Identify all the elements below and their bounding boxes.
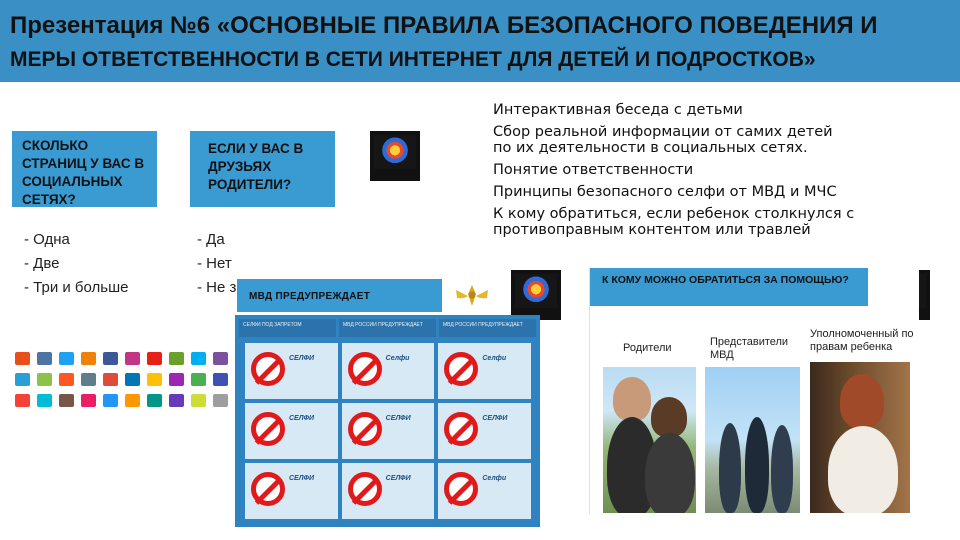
social-networks-panel: [15, 347, 240, 419]
poster-cells: [245, 343, 531, 519]
prohibition-sign-icon: [251, 412, 285, 446]
poster-header: СЕЛФИ ПОД ЗАПРЕТОМ: [239, 319, 336, 337]
prohibition-sign-icon: [251, 352, 285, 386]
poster-cell: [245, 463, 338, 519]
police-label: Представители МВД: [710, 336, 789, 361]
poster-cell: [245, 403, 338, 459]
poster-cell-label: Селфи: [482, 355, 507, 362]
social-network-icon: [59, 373, 74, 386]
bullet-item: [493, 183, 923, 201]
parents-photo: [603, 367, 696, 513]
poster-cell: [342, 403, 435, 459]
answer-item: - Не з: [197, 279, 237, 296]
social-network-icon: [147, 394, 162, 407]
social-network-icon: [103, 352, 118, 365]
prohibition-sign-icon: [444, 352, 478, 386]
parents-label: Родители: [623, 342, 672, 354]
social-network-icon: [59, 352, 74, 365]
ombudsman-photo: [810, 362, 910, 513]
poster-cell: [438, 343, 531, 399]
poster-header: МВД РОССИИ ПРЕДУПРЕЖДАЕТ: [439, 319, 536, 337]
answer-item: - Да: [197, 231, 225, 248]
bullet-item: [493, 161, 923, 179]
social-icons-grid: [15, 352, 240, 411]
social-network-icon: [191, 373, 206, 386]
social-network-icon: [81, 352, 96, 365]
poster-cell-label: Селфи: [385, 355, 410, 362]
mvd-banner: МВД ПРЕДУПРЕЖДАЕТ: [237, 279, 442, 312]
cyber-thumbnail-image: [370, 131, 420, 181]
mvd-selfie-warning-poster: [235, 315, 540, 527]
social-network-icon: [213, 373, 228, 386]
answer-item: - Нет: [197, 255, 232, 272]
slide-title-line1: Презентация №6 «ОСНОВНЫЕ ПРАВИЛА БЕЗОПАСНОГО ПОВЕДЕНИЯ И: [10, 12, 878, 39]
poster-header-row: [239, 319, 536, 337]
poster-cell-label: СЕЛФИ: [289, 355, 315, 362]
bullet-text: Сбор реальной информации от самих детей: [493, 124, 833, 140]
bullet-text-cont: противоправным контентом или травлей: [493, 222, 811, 238]
social-network-icon: [125, 352, 140, 365]
cyber-thumbnail-image: [511, 270, 561, 320]
question-parents-box: ЕСЛИ У ВАС В ДРУЗЬЯХ РОДИТЕЛИ?: [190, 131, 335, 207]
police-emblem-icon: [454, 282, 490, 310]
prohibition-sign-icon: [444, 472, 478, 506]
prohibition-sign-icon: [348, 352, 382, 386]
social-network-icon: [15, 394, 30, 407]
social-network-icon: [103, 373, 118, 386]
poster-cell-label: СЕЛФИ: [385, 475, 411, 482]
social-network-icon: [169, 373, 184, 386]
bullet-item: [493, 123, 923, 157]
bullet-item: [493, 101, 923, 119]
poster-cell-label: СЕЛФИ: [482, 415, 508, 422]
social-network-icon: [125, 373, 140, 386]
social-network-icon: [59, 394, 74, 407]
answer-item: - Две: [24, 255, 60, 272]
question-pages-box: СКОЛЬКО СТРАНИЦ У ВАС В СОЦИАЛЬНЫХ СЕТЯХ?: [12, 131, 157, 207]
prohibition-sign-icon: [444, 412, 478, 446]
social-network-icon: [81, 373, 96, 386]
social-network-icon: [37, 352, 52, 365]
bullet-item: [493, 205, 923, 239]
answer-item: - Одна: [24, 231, 70, 248]
poster-cell-label: СЕЛФИ: [385, 415, 411, 422]
prohibition-sign-icon: [348, 472, 382, 506]
social-network-icon: [37, 394, 52, 407]
social-network-icon: [191, 352, 206, 365]
bullet-text-cont: по их деятельности в социальных сетях.: [493, 140, 808, 156]
poster-cell-label: СЕЛФИ: [289, 415, 315, 422]
slide-title-line2: МЕРЫ ОТВЕТСТВЕННОСТИ В СЕТИ ИНТЕРНЕТ ДЛЯ ДЕТЕЙ И ПОДРОСТКОВ»: [10, 48, 816, 71]
social-network-icon: [103, 394, 118, 407]
poster-cell: [438, 403, 531, 459]
bullet-text: Принципы безопасного селфи от МВД и МЧС: [493, 184, 837, 200]
social-network-icon: [169, 352, 184, 365]
poster-cell: [245, 343, 338, 399]
social-network-icon: [147, 352, 162, 365]
poster-header: МВД РОССИИ ПРЕДУПРЕЖДАЕТ: [339, 319, 436, 337]
social-network-icon: [15, 373, 30, 386]
social-network-icon: [81, 394, 96, 407]
help-heading: К КОМУ МОЖНО ОБРАТИТЬСЯ ЗА ПОМОЩЬЮ?: [590, 268, 868, 306]
social-network-icon: [15, 352, 30, 365]
prohibition-sign-icon: [251, 472, 285, 506]
social-network-icon: [125, 394, 140, 407]
poster-cell: [342, 343, 435, 399]
poster-cell-label: СЕЛФИ: [289, 475, 315, 482]
social-network-icon: [191, 394, 206, 407]
answers-pages: [24, 228, 128, 300]
bullet-text: К кому обратиться, если ребенок столкнулся с: [493, 206, 855, 222]
social-network-icon: [169, 394, 184, 407]
poster-cell-label: Селфи: [482, 475, 507, 482]
ombudsman-label: Уполномоченный по правам ребенка: [810, 328, 914, 353]
bullet-text: Интерактивная беседа с детьми: [493, 102, 743, 118]
answer-item: - Три и больше: [24, 279, 129, 296]
bullet-text: Понятие ответственности: [493, 162, 694, 178]
social-network-icon: [213, 352, 228, 365]
police-photo: [705, 367, 800, 513]
title-bar: [0, 0, 960, 82]
bullet-list: [493, 101, 923, 243]
poster-cell: [438, 463, 531, 519]
prohibition-sign-icon: [348, 412, 382, 446]
poster-cell: [342, 463, 435, 519]
social-network-icon: [147, 373, 162, 386]
social-network-icon: [213, 394, 228, 407]
social-network-icon: [37, 373, 52, 386]
